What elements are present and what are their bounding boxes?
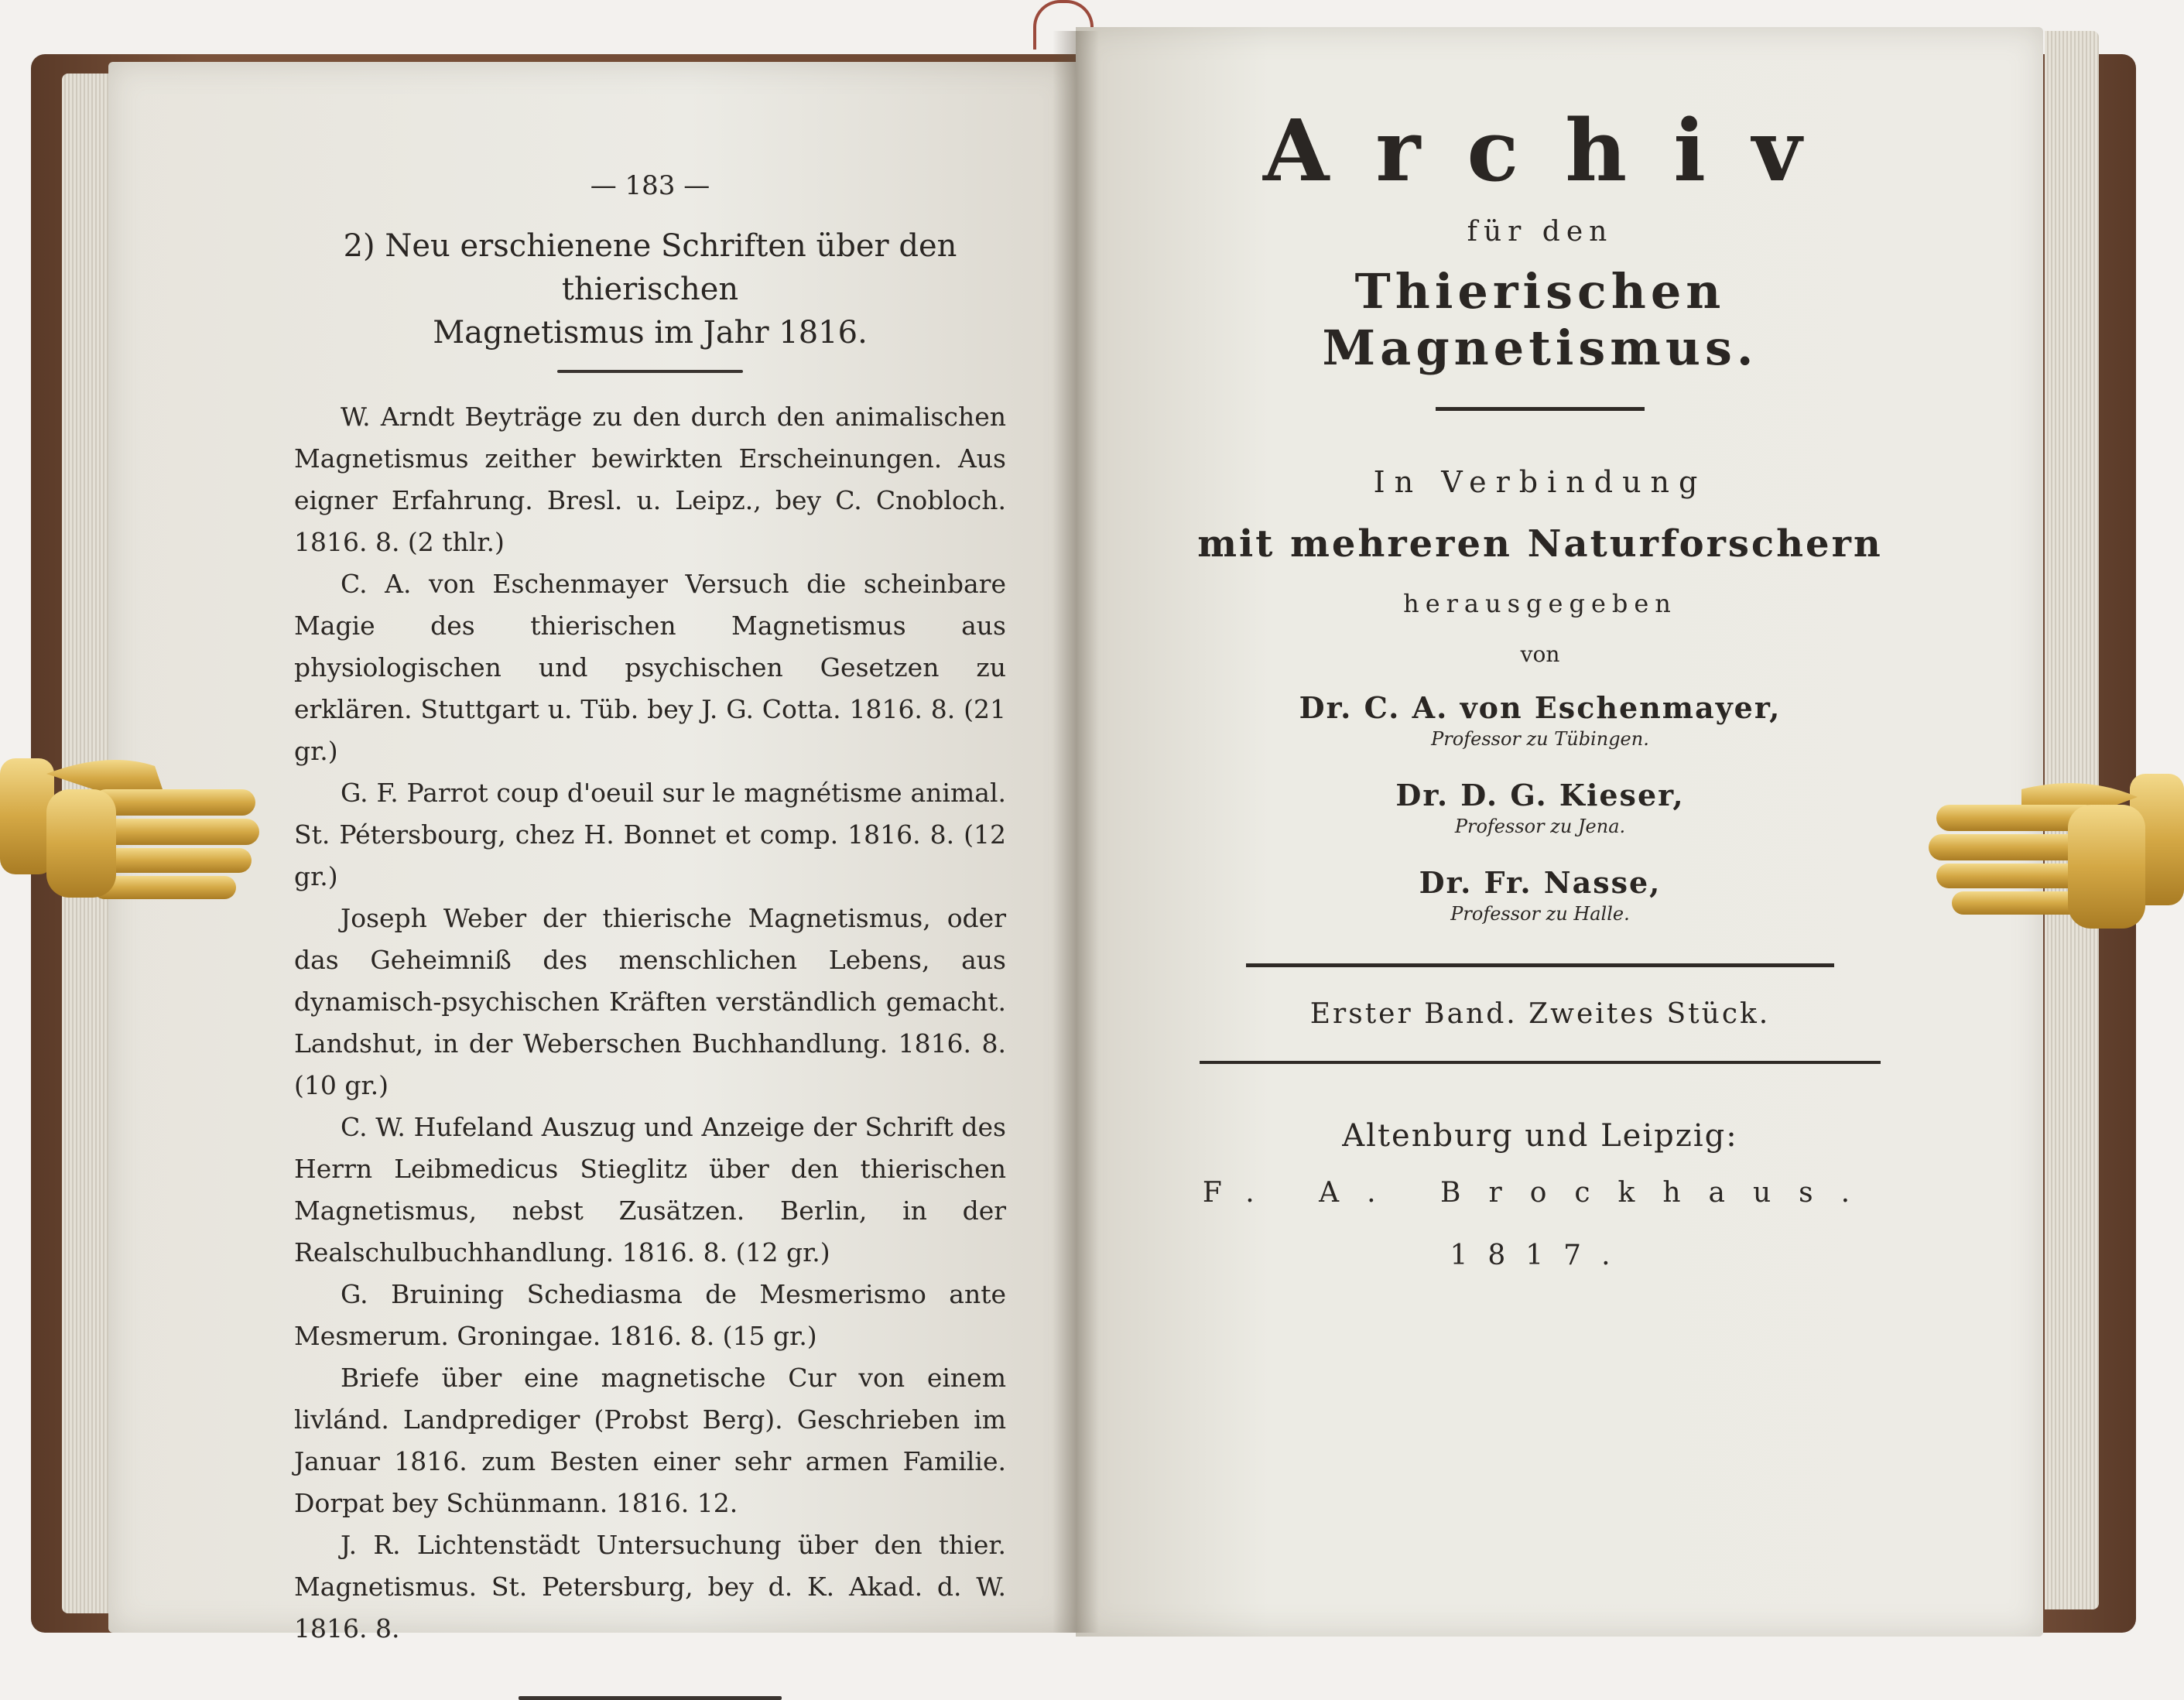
gold-hand-left-icon [0, 727, 263, 913]
bibliography-entry: C. W. Hufeland Auszug und Anzeige der Schrift des Herrn Leibmedicus Stieglitz über den thierischen Magnetismus, nebst Zusätzen. Berlin, in der Realschulbuchhandlung. 1816. 8. (12 gr.) [294, 1112, 1006, 1267]
title-rule [557, 370, 743, 373]
section-title-line1: 2) Neu erschienene Schriften über den thierischen [343, 228, 957, 307]
von: von [1520, 641, 1560, 667]
book-gutter [1053, 31, 1099, 1633]
editor-affiliation: Professor zu Jena. [1454, 816, 1626, 837]
imprint-year: 1817. [1450, 1240, 1631, 1271]
editor-name: Dr. C. A. von Eschenmayer, [1299, 690, 1782, 725]
bibliography-entry: Briefe über eine magnetische Cur von einem livlánd. Landprediger (Probst Berg). Geschrieben im Januar 1816. zum Besten einer sehr armen Familie. Dorpat bey Schünmann. 1816. 12. [294, 1363, 1006, 1518]
title-fuer-den: für den [1467, 216, 1614, 248]
imprint-publisher: F. A. Brockhaus. [1202, 1177, 1878, 1209]
title-archiv: Archiv [1263, 101, 1848, 200]
bibliography-entry: J. R. Lichtenstädt Untersuchung über den thier. Magnetismus. St. Petersburg, bey d. K. Akad. d. W. 1816. 8. [294, 1530, 1006, 1644]
section-title [294, 224, 1006, 354]
volume-rule-bottom [1200, 1061, 1881, 1064]
gold-hand-right-icon [1929, 743, 2184, 944]
volume-label: Erster Band. Zweites Stück. [1309, 998, 1771, 1030]
volume-rule-top [1246, 963, 1834, 967]
end-rule [519, 1696, 782, 1700]
left-page-text [294, 155, 1006, 1700]
editor-name: Dr. Fr. Nasse, [1419, 865, 1662, 900]
bibliography-entry: W. Arndt Beyträge zu den durch den animalischen Magnetismus zeither bewirkten Erscheinungen. Aus eigner Erfahrung. Bresl. u. Leipz., bey C. Cnobloch. 1816. 8. (2 thlr.) [294, 402, 1006, 557]
bibliography-entry: C. A. von Eschenmayer Versuch die scheinbare Magie des thierischen Magnetismus aus physiologischen und psychischen Gesetzen zu erklären. Stuttgart u. Tüb. bey J. G. Cotta. 1816. 8. (21 gr.) [294, 569, 1006, 766]
title-rule [1436, 407, 1645, 411]
bibliography-entry: G. F. Parrot coup d'oeuil sur le magnétisme animal. St. Pétersbourg, chez H. Bonnet et comp. 1816. 8. (12 gr.) [294, 778, 1006, 891]
title-page [1145, 77, 1935, 1271]
editor-affiliation: Professor zu Halle. [1450, 903, 1630, 925]
bibliography-entry: Joseph Weber der thierische Magnetismus, oder das Geheimniß des menschlichen Lebens, aus dynamisch-psychischen Kräften verständlich gemacht. Landshut, in der Weberschen Buchhandlung. 1816. 8. (10 gr.) [294, 903, 1006, 1100]
editor-name: Dr. D. G. Kieser, [1395, 778, 1685, 812]
imprint-place: Altenburg und Leipzig: [1342, 1118, 1738, 1154]
section-title-line2: Magnetismus im Jahr 1816. [433, 315, 868, 351]
bibliography-entry: G. Bruining Schediasma de Mesmerismo ante Mesmerum. Groningae. 1816. 8. (15 gr.) [294, 1279, 1006, 1351]
title-subject: Thierischen Magnetismus. [1322, 263, 1758, 376]
herausgegeben: herausgegeben [1403, 589, 1677, 618]
page-number: — 183 — [590, 170, 710, 201]
in-verbindung: In Verbindung [1373, 465, 1707, 499]
editor-affiliation: Professor zu Tübingen. [1431, 728, 1649, 750]
mit-naturforschern: mit mehreren Naturforschern [1197, 522, 1883, 566]
